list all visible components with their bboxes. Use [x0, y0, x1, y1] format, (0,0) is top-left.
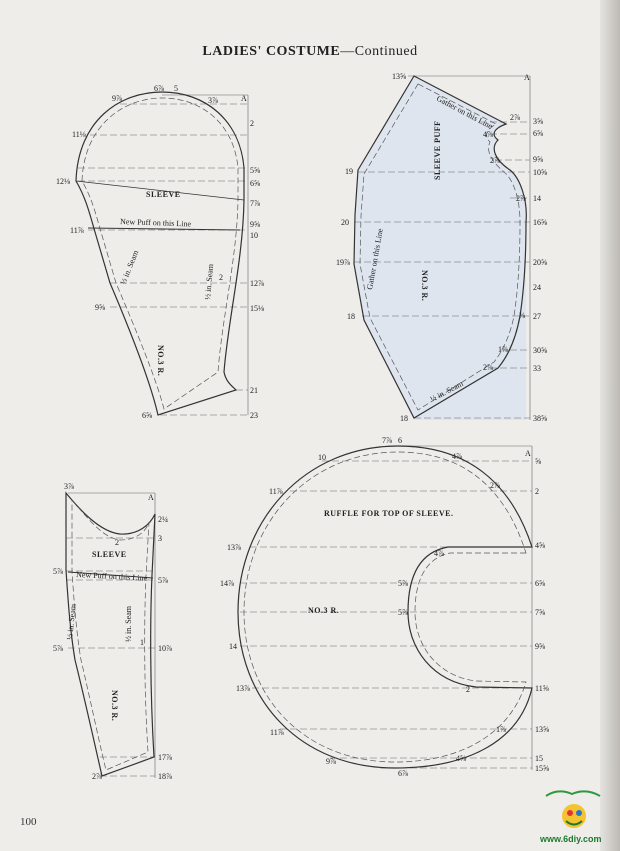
measure-label: 14⅞	[220, 579, 234, 588]
sleeve-puff-gather-top: Gather on this Line	[435, 93, 495, 131]
measure-label: 9⅝	[95, 303, 105, 312]
measure-label: 14	[533, 194, 541, 203]
measure-label: 4⅝	[535, 541, 545, 550]
measure-label: 5⅞	[53, 567, 63, 576]
ruffle-seam	[244, 452, 526, 762]
measure-label: 2	[250, 119, 254, 128]
measure-label: 11⅞	[269, 487, 283, 496]
sleeve-puff-size: NO.3 R.	[420, 270, 429, 302]
puff-line-note: New Puff on this Line	[119, 217, 192, 229]
puff-line-note: New Puff on this Line	[75, 570, 148, 583]
measure-label: 17⅞	[158, 753, 172, 762]
measure-label: 14	[229, 642, 237, 651]
sleeve-puff-seam-label: ½ in. Seam	[428, 378, 465, 404]
measure-label: 19⅞	[336, 258, 350, 267]
measure-label: 5⅞	[398, 608, 408, 617]
measure-label: 20⅝	[533, 258, 547, 267]
sleeve-small-seam-right: ½ in. Seam	[124, 606, 133, 642]
ruffle-name: RUFFLE FOR TOP OF SLEEVE.	[324, 509, 454, 518]
measure-label: ⅝	[535, 457, 541, 466]
measure-label: 6	[398, 436, 402, 445]
ruffle-size: NO.3 R.	[308, 606, 340, 615]
measure-label: A	[148, 493, 154, 502]
sleeve-small-seam	[72, 500, 149, 770]
measure-label: 2	[535, 487, 539, 496]
sleeve-puff-name: SLEEVE PUFF	[433, 120, 442, 180]
measure-label: 6⅞	[398, 769, 408, 778]
sleeve-small-piece	[53, 482, 172, 781]
measure-label: 19	[345, 167, 353, 176]
measure-label: 3⅞	[64, 482, 74, 491]
measure-label: 21	[250, 386, 258, 395]
measure-label: 3⅞	[208, 96, 218, 105]
measure-label: 10⅞	[158, 644, 172, 653]
measure-label: 33	[533, 364, 541, 373]
page-number: 100	[20, 816, 37, 828]
measure-label: 6⅝	[533, 129, 543, 138]
measure-label: 11⅞	[270, 728, 284, 737]
watermark-url: www.6diy.com	[540, 834, 602, 844]
measure-label: 6⅞	[154, 84, 164, 93]
measure-label: 12⅞	[250, 279, 264, 288]
measure-label: 16⅝	[533, 218, 547, 227]
measure-label: 13⅞	[227, 543, 241, 552]
measure-label: 2	[115, 538, 119, 547]
sleeve-puff-piece	[336, 72, 547, 423]
measure-label: 2	[219, 273, 223, 282]
measure-label: 4⅞	[483, 130, 493, 139]
measure-label: 1⅞	[498, 345, 508, 354]
sleeve-small-seam-left: ½ in. Seam	[65, 603, 78, 641]
measure-label: 18⅞	[158, 772, 172, 781]
measure-label: 6⅝	[535, 579, 545, 588]
page-title-caps: LADIES' COSTUME	[202, 44, 341, 59]
measure-label: 10	[250, 231, 258, 240]
ruffle-piece	[220, 436, 549, 778]
measure-label: 30⅝	[533, 346, 547, 355]
measure-label: 23	[250, 411, 258, 420]
measure-label: 2⅞	[490, 156, 500, 165]
measure-label: 11⅛	[72, 130, 86, 139]
measure-label: 2⅞	[516, 194, 526, 203]
measure-label: 13⅞	[236, 684, 250, 693]
measure-label: 4⅞	[434, 549, 444, 558]
measure-label: 6⅝	[250, 179, 260, 188]
measure-label: 20	[341, 218, 349, 227]
measure-label: 7⅝	[535, 608, 545, 617]
sleeve-small-size: NO.3 R.	[110, 690, 119, 722]
measure-label: 3⅝	[533, 117, 543, 126]
measure-label: 10⅝	[533, 168, 547, 177]
measure-label: ⅜	[519, 311, 525, 320]
measure-label: A	[525, 449, 531, 458]
measure-label: 2⅞	[510, 113, 520, 122]
measure-label: 15	[535, 754, 543, 763]
site-logo-icon	[538, 786, 610, 836]
measure-label: 9⅝	[533, 155, 543, 164]
sleeve-top-piece	[56, 84, 264, 420]
measure-label: 5⅞	[158, 576, 168, 585]
measure-label: 18	[400, 414, 408, 423]
measure-label: 5	[174, 84, 178, 93]
measure-label: A	[524, 73, 530, 82]
sleeve-small-outline	[66, 493, 155, 776]
measure-label: 5⅞	[53, 644, 63, 653]
measure-label: 5⅞	[398, 579, 408, 588]
measure-label: 1	[140, 638, 144, 647]
sleeve-puff-gather-left: Gather on this Line	[365, 227, 385, 291]
page-title-rest: —Continued	[340, 44, 418, 59]
measure-label: 38⅝	[533, 414, 547, 423]
measure-label: 15⅛	[250, 304, 264, 313]
measure-label: 7⅞	[250, 199, 260, 208]
measure-label: 2¼	[158, 515, 168, 524]
measure-label: 18	[347, 312, 355, 321]
measure-label: 15⅝	[535, 764, 549, 773]
measure-label: 24	[533, 283, 541, 292]
measure-label: 13⅝	[535, 725, 549, 734]
measure-label: 4⅞	[452, 452, 462, 461]
measure-label: 2⅞	[483, 363, 493, 372]
measure-label: 13⅝	[392, 72, 406, 81]
measure-label: 9⅞	[326, 757, 336, 766]
measure-label: 2	[466, 685, 470, 694]
measure-label: 6⅝	[142, 411, 152, 420]
sleeve-top-size: NO.3 R.	[156, 345, 165, 377]
measure-label: 27	[533, 312, 541, 321]
measure-label: 1⅞	[496, 725, 506, 734]
sleeve-top-seam-right: ½ in. Seam	[203, 263, 216, 301]
measure-label: 10	[318, 453, 326, 462]
measure-label: 11⅞	[70, 226, 84, 235]
measure-label: A	[241, 94, 247, 103]
measure-label: 2⅞	[92, 772, 102, 781]
measure-label: 7⅞	[382, 436, 392, 445]
measure-label: 12⅛	[56, 177, 70, 186]
measure-label: 9⅝	[535, 642, 545, 651]
sleeve-top-name: SLEEVE	[146, 190, 181, 199]
measure-label: 3	[158, 534, 162, 543]
measure-label: 9⅞	[112, 94, 122, 103]
measure-label: 9⅝	[250, 220, 260, 229]
measure-label: 4⅝	[456, 754, 466, 763]
sleeve-small-name: SLEEVE	[92, 550, 127, 559]
measure-label: 11⅝	[535, 684, 549, 693]
sleeve-top-seam-left: ½ in. Seam	[118, 248, 141, 286]
measure-label: 5⅝	[250, 166, 260, 175]
measure-label: 2⅞	[490, 481, 500, 490]
